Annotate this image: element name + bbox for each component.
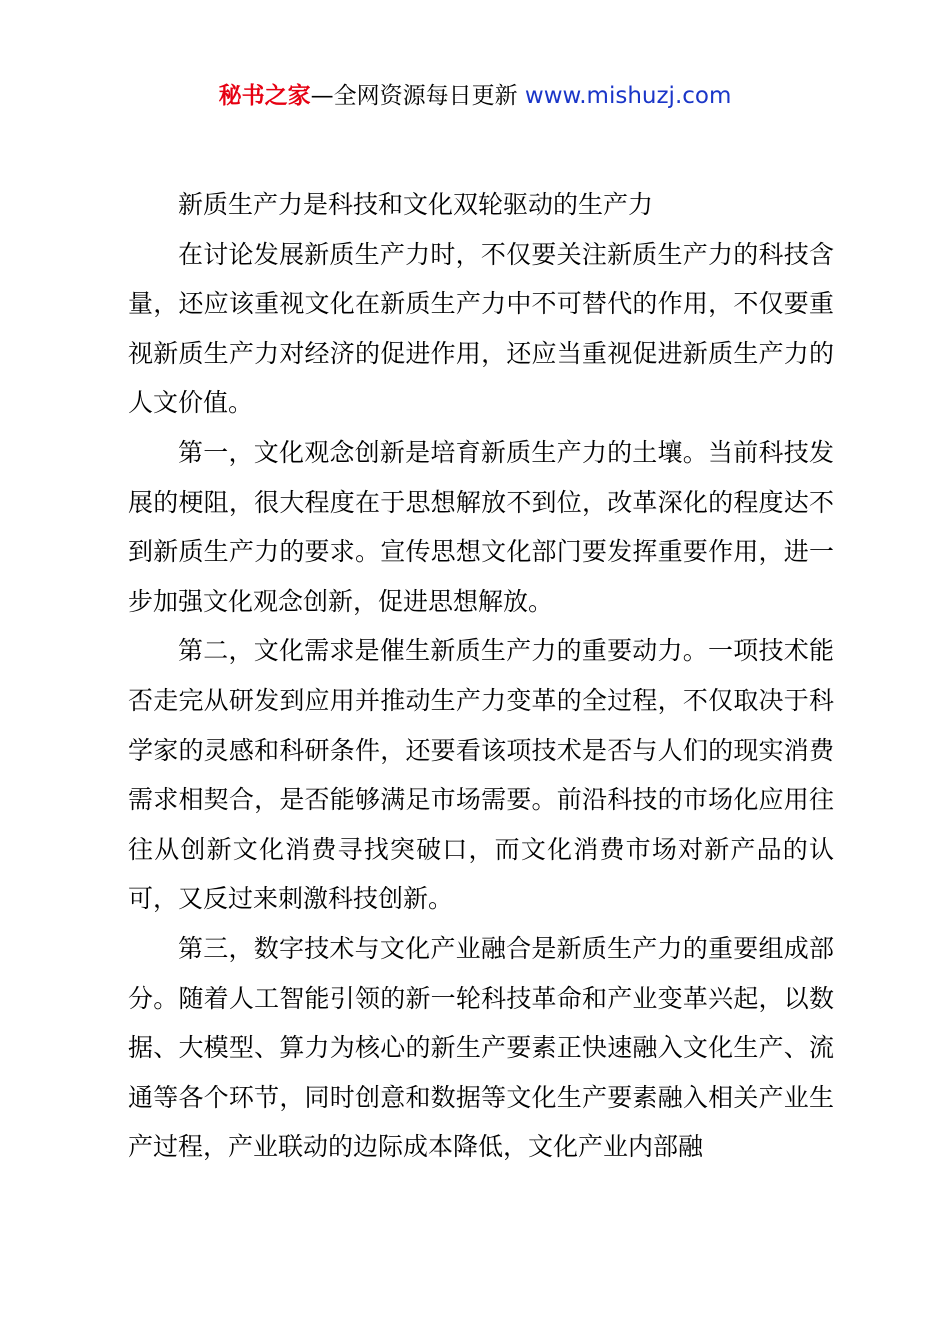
paragraph-first: 第一，文化观念创新是培育新质生产力的土壤。当前科技发展的梗阻，很大程度在于思想解放不到位，改革深化的程度达不到新质生产力的要求。宣传思想文化部门要发挥重要作用，进一步加强文化观念创新，促进思想解放。 <box>128 437 834 616</box>
document-title: 新质生产力是科技和文化双轮驱动的生产力 <box>178 190 654 219</box>
paragraph-intro: 在讨论发展新质生产力时，不仅要关注新质生产力的科技含量，还应该重视文化在新质生产力中不可替代的作用，不仅要重视新质生产力对经济的促进作用，还应当重视促进新质生产力的人文价值。 <box>128 239 834 418</box>
header-tagline: —全网资源每日更新 <box>310 83 525 109</box>
document-body <box>128 180 834 1172</box>
paragraph-second: 第二，文化需求是催生新质生产力的重要动力。一项技术能否走完从研发到应用并推动生产力变革的全过程，不仅取决于科学家的灵感和科研条件，还要看该项技术是否与人们的现实消费需求相契合，是否能够满足市场需要。前沿科技的市场化应用往往从创新文化消费寻找突破口，而文化消费市场对新产品的认可，又反过来刺激科技创新。 <box>128 636 834 914</box>
brand-name: 秘书之家 <box>218 83 311 109</box>
page-header <box>0 78 950 114</box>
website-link[interactable]: www.mishuzj.com <box>524 83 732 109</box>
paragraph-third: 第三，数字技术与文化产业融合是新质生产力的重要组成部分。随着人工智能引领的新一轮科技革命和产业变革兴起，以数据、大模型、算力为核心的新生产要素正快速融入文化生产、流通等各个环节，同时创意和数据等文化生产要素融入相关产业生产过程，产业联动的边际成本降低，文化产业内部融 <box>128 933 834 1162</box>
